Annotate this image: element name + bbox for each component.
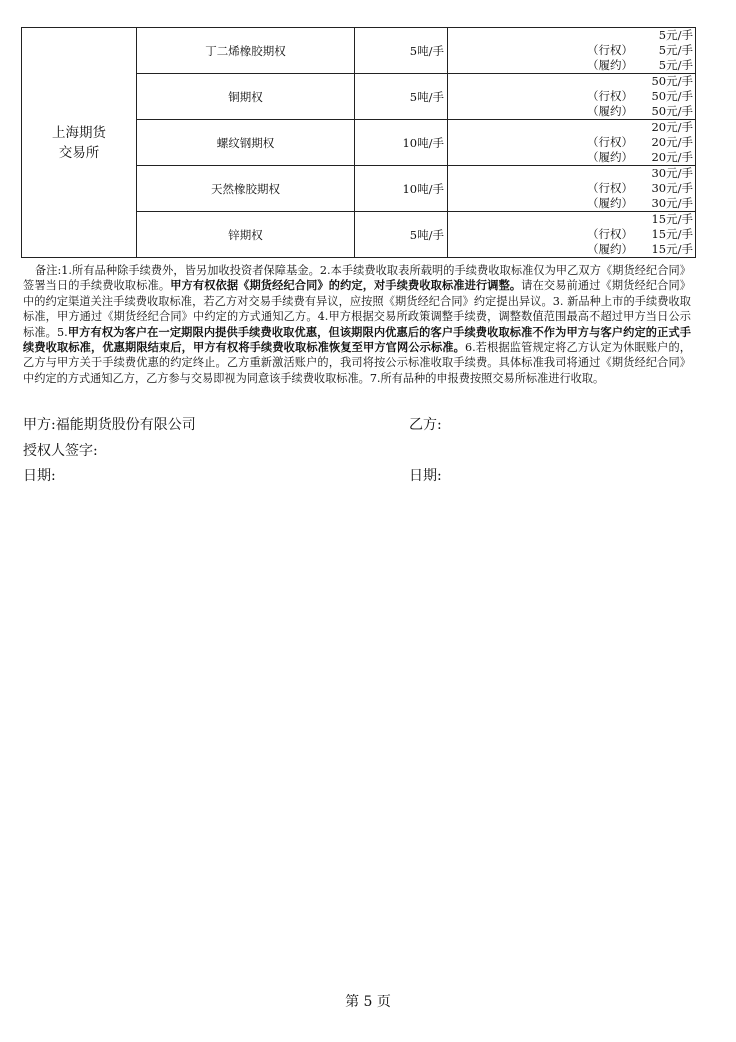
fee-cell <box>448 74 696 120</box>
fee-tag: （行权） <box>587 135 633 149</box>
remarks-text: 请在交易前通过《期货经纪合同》中的约定渠道关注手续费收取标准，若乙方对交易手续费有异议，应按照《期货经纪合同》约定提出异议。3. 新品种上市的手续费收取标准，甲方通过《期货经纪合同》中约定的方式通知乙方。4.甲方根据交易所政策调整手续费，调整数值范围最高不超过甲方当日公示标准。5. <box>23 279 691 339</box>
trade-unit: 10吨/手 <box>355 120 448 166</box>
authorized-signature-label: 授权人签字: <box>23 443 98 459</box>
fee-amount: 15元/手 <box>651 242 693 256</box>
fee-tag: （行权） <box>587 181 633 195</box>
fee-amount: 5元/手 <box>658 43 693 57</box>
party-b-label: 乙方: <box>409 417 442 433</box>
product-name: 锌期权 <box>137 212 355 258</box>
fee-tag: （履约） <box>587 150 633 164</box>
product-name: 铜期权 <box>137 74 355 120</box>
fee-amount: 50元/手 <box>651 89 693 103</box>
fee-tag: （行权） <box>587 89 633 103</box>
exchange-cell <box>22 28 137 258</box>
fee-amount: 50元/手 <box>651 74 693 88</box>
fee-tag: （履约） <box>587 58 633 72</box>
table-row <box>22 28 696 74</box>
fee-amount: 20元/手 <box>651 120 693 134</box>
trade-unit: 5吨/手 <box>355 28 448 74</box>
fee-tag: （履约） <box>587 196 633 210</box>
fee-amount: 20元/手 <box>651 150 693 164</box>
trade-unit: 5吨/手 <box>355 74 448 120</box>
product-name: 天然橡胶期权 <box>137 166 355 212</box>
fee-tag: （行权） <box>587 227 633 241</box>
fee-tag <box>587 212 637 227</box>
fee-amount: 5元/手 <box>658 58 693 72</box>
fee-table <box>21 27 696 258</box>
fee-cell <box>448 166 696 212</box>
trade-unit: 10吨/手 <box>355 166 448 212</box>
fee-tag: （履约） <box>587 104 633 118</box>
fee-tag <box>587 120 637 135</box>
party-a-label: 甲方:福能期货股份有限公司 <box>23 417 196 433</box>
fee-amount: 5元/手 <box>658 28 693 42</box>
product-name: 螺纹钢期权 <box>137 120 355 166</box>
fee-cell <box>448 212 696 258</box>
fee-tag <box>587 166 637 181</box>
date-b-label: 日期: <box>409 468 442 484</box>
remarks-paragraph <box>23 263 691 386</box>
fee-cell <box>448 28 696 74</box>
fee-cell <box>448 120 696 166</box>
date-a-label: 日期: <box>23 468 56 484</box>
remarks-bold-text: 甲方有权为客户在一定期限内提供手续费收取优惠，但该期限内优惠后的客户手续费收取标准不作为甲方与客户约定的正式手续费收取标准，优惠期限结束后，甲方有权将手续费收取标准恢复至甲方官网公示标准。 <box>23 324 691 355</box>
exchange-name: 上海期货 交易所 <box>52 124 106 161</box>
fee-amount: 30元/手 <box>651 196 693 210</box>
product-name: 丁二烯橡胶期权 <box>137 28 355 74</box>
fee-amount: 20元/手 <box>651 135 693 149</box>
fee-tag <box>587 28 637 43</box>
page-number: 第 5 页 <box>345 994 391 1010</box>
fee-tag <box>587 74 637 89</box>
fee-amount: 15元/手 <box>651 227 693 241</box>
fee-amount: 50元/手 <box>651 104 693 118</box>
fee-tag: （履约） <box>587 242 633 256</box>
trade-unit: 5吨/手 <box>355 212 448 258</box>
fee-amount: 30元/手 <box>651 181 693 195</box>
remarks-bold-text: 甲方有权依据《期货经纪合同》的约定，对手续费收取标准进行调整。 <box>170 278 522 293</box>
fee-amount: 30元/手 <box>651 166 693 180</box>
fee-amount: 15元/手 <box>651 212 693 226</box>
remarks-text: 备注:1.所有品种除手续费外，皆另加收投资者保障基金。2.本手续费收取表所载明的手续费收取标准仅为甲乙双方《期货经纪合同》签署当日的手续费收取标准。 <box>23 264 691 293</box>
fee-tag: （行权） <box>587 43 633 57</box>
remarks-text: 6.若根据监管规定将乙方认定为休眠账户的，乙方与甲方关于手续费优惠的约定终止。乙方重新激活账户的，我司将按公示标准收取手续费。具体标准我司将通过《期货经纪合同》中约定的方式通知乙方，乙方参与交易即视为同意该手续费收取标准。7.所有品种的申报费按照交易所标准进行收取。 <box>23 341 691 385</box>
